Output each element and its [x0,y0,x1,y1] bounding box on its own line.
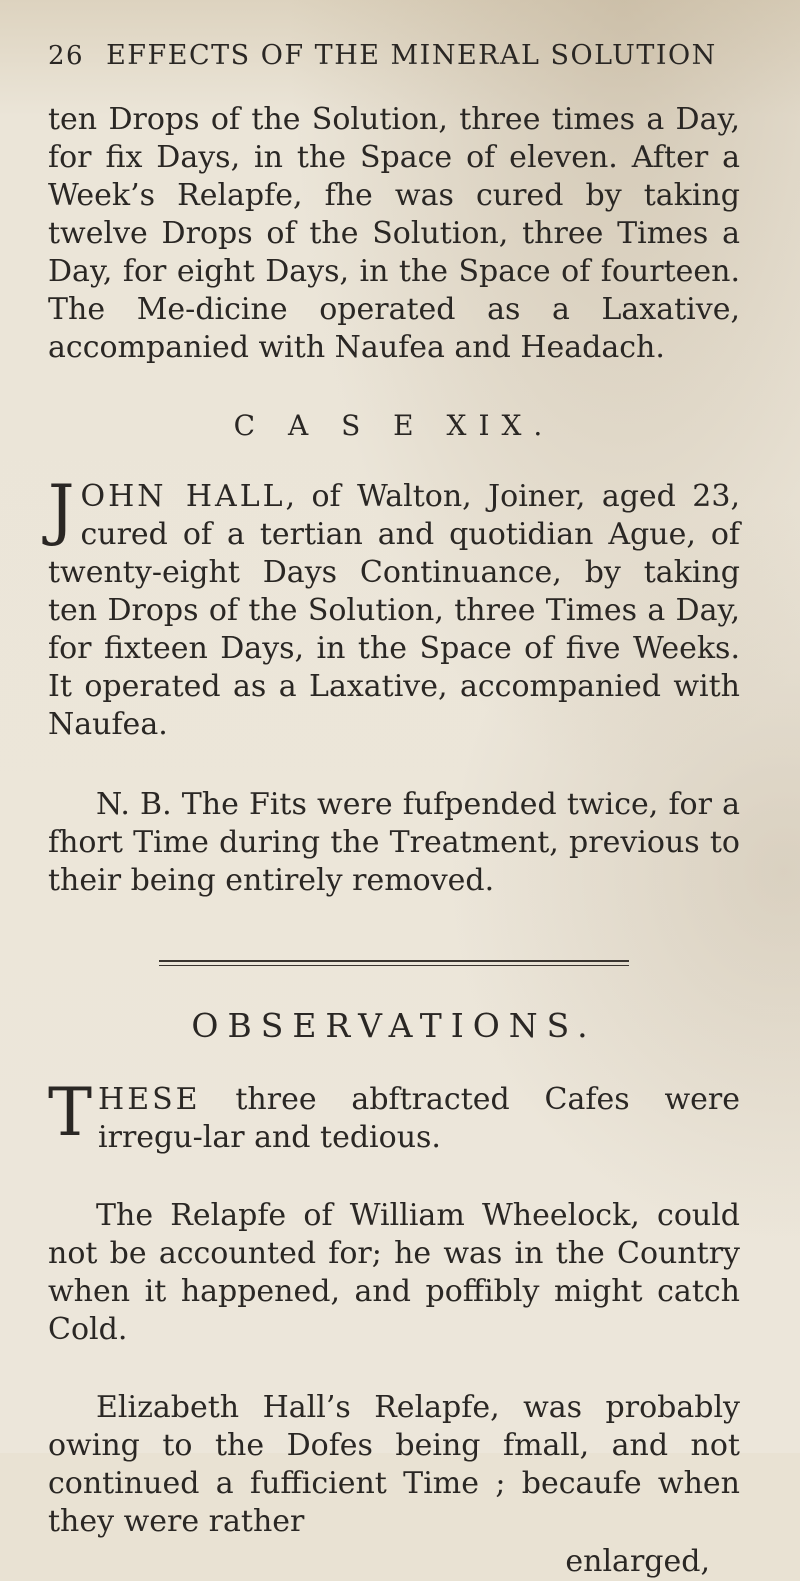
observations-first-word: HESE [98,1082,201,1117]
paragraph-continued: ten Drops of the Solution, three times a Day, for fix Days, in the Space of eleven. After a Week’s Relapfe, fhe was cured by taking twelve Drops of the Solution, three Times a Day, for eight Days, in the Space of fourteen. The Me-dicine operated as a Laxative, accompanied with Naufea and Headach. [48,102,740,365]
case-paragraph [48,471,740,744]
section-divider [159,960,629,966]
observations-first-paragraph [48,1074,740,1157]
observations-paragraph: Elizabeth Hall’s Relapfe, was probably owing to the Dofes being fmall, and not continued a fufficient Time ; becaufe when they were rather [48,1390,740,1539]
case-name: OHN HALL [80,479,286,514]
drop-cap: T [48,1074,93,1151]
observations-paragraph: The Relapfe of William Wheelock, could not be accounted for; he was in the Country when it happened, and poffibly might catch Cold. [48,1198,740,1347]
page-number: 26 [48,41,85,71]
catchword: enlarged, [565,1544,710,1579]
case-heading: C A S E XIX. [233,409,555,442]
observations-first-text: three abftracted Cafes were irregu-lar and tedious. [98,1082,740,1155]
running-header [48,40,740,71]
case-text: , of Walton, Joiner, aged 23, cured of a tertian and quotidian Ague, of twenty-eight Days Continuance, by taking ten Drops of the Solution, three Times a Day, for fixteen Days, in the Space of five Weeks. It operated as a Laxative, accompanied with Naufea. [48,479,740,742]
observations-heading: OBSERVATIONS. [191,1006,597,1045]
drop-cap: J [48,471,75,548]
nota-bene-paragraph: N. B. The Fits were fufpended twice, for a fhort Time during the Treatment, previous to their being entirely removed. [48,787,740,898]
running-title: EFFECTS OF THE MINERAL SOLUTION [106,40,717,71]
